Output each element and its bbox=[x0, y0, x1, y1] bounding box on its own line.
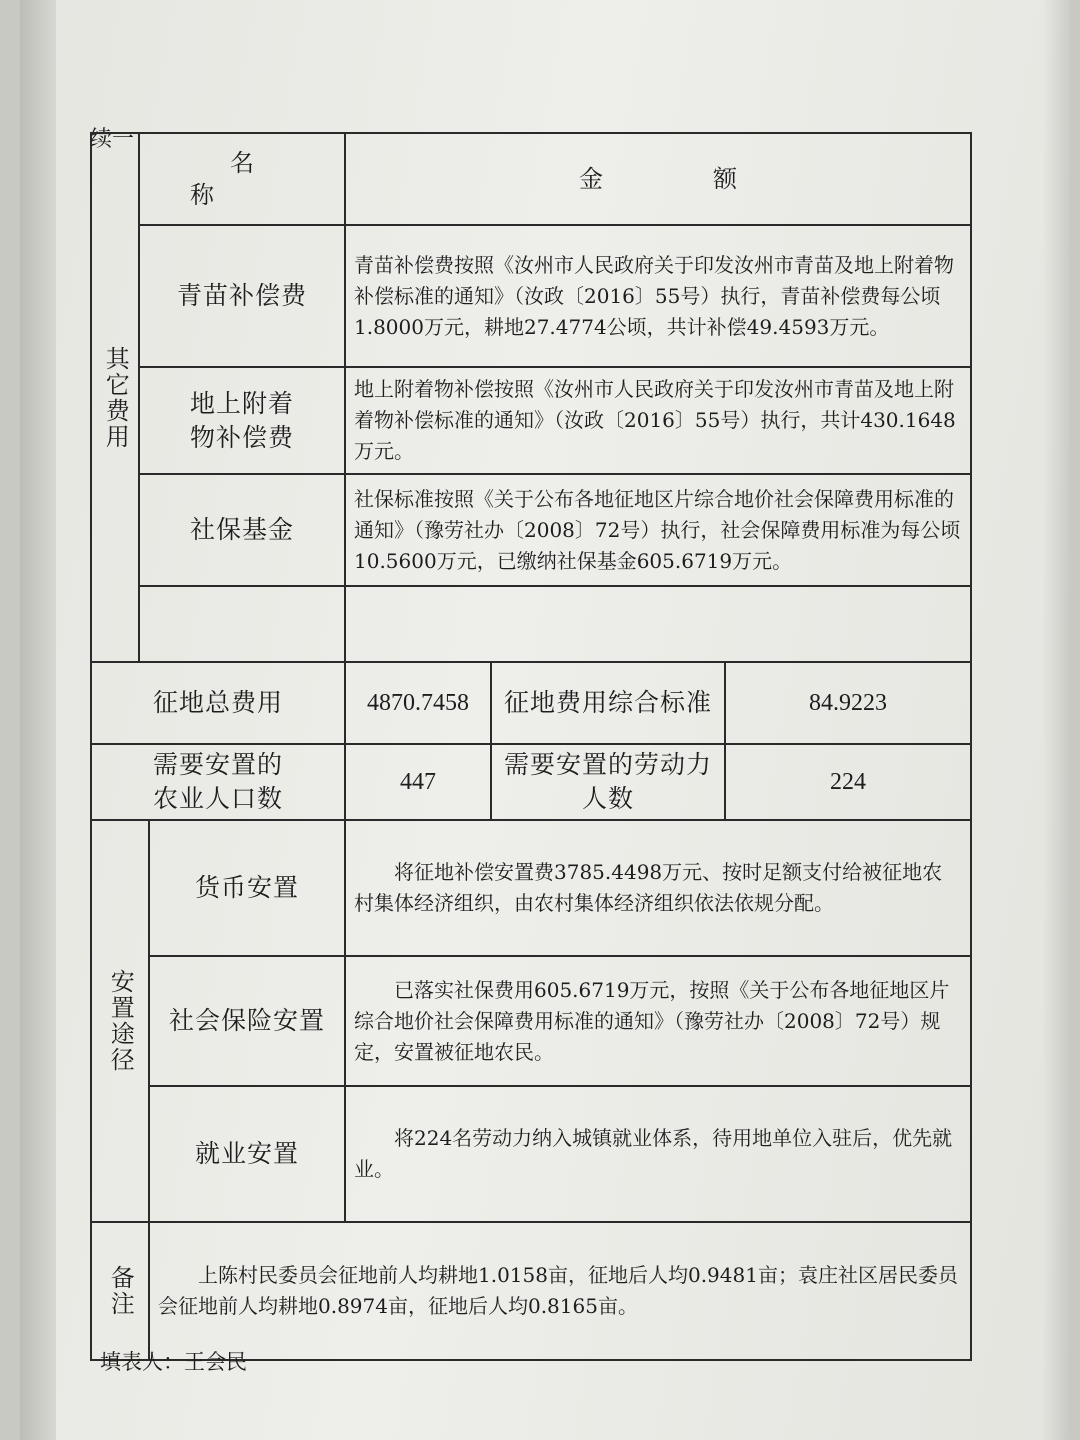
other-fees-group-label: 其它费用 bbox=[101, 345, 130, 450]
filler-label: 填表人：王会民 bbox=[100, 1350, 247, 1374]
fee-description: 地上附着物补偿按照《汝州市人民政府关于印发汝州市青苗及地上附着物补偿标准的通知》（汝政〔2016〕55号）执行，共计430.1648万元。 bbox=[345, 367, 971, 474]
population-label-cell bbox=[91, 744, 345, 820]
total-cost-label-cell bbox=[91, 662, 345, 744]
resettlement-group-label: 安置途径 bbox=[106, 969, 135, 1073]
resettlement-name-cell bbox=[149, 820, 345, 956]
header-amount-cell bbox=[345, 133, 971, 225]
fee-name: 地上附着物补偿费 bbox=[189, 388, 294, 452]
header-name-cell bbox=[139, 133, 345, 225]
resettlement-name: 货币安置 bbox=[194, 873, 299, 903]
fee-name: 社保基金 bbox=[189, 515, 294, 545]
empty-cell bbox=[345, 586, 971, 662]
standard-value: 84.9223 bbox=[725, 662, 971, 744]
continuation-label: 续一 bbox=[90, 127, 135, 152]
remarks-label: 备注 bbox=[106, 1265, 135, 1317]
fee-description: 社保标准按照《关于公布各地征地区片综合地价社会保障费用标准的通知》（豫劳社办〔2008〕72号）执行，社会保障费用标准为每公顷10.5600万元，已缴纳社保基金605.6719万元。 bbox=[345, 474, 971, 586]
population-label: 需要安置的农业人口数 bbox=[153, 750, 284, 813]
resettlement-name-cell bbox=[149, 956, 345, 1086]
standard-label-cell bbox=[491, 662, 725, 744]
page-shadow bbox=[1042, 0, 1070, 1440]
resettlement-name-cell bbox=[149, 1086, 345, 1222]
land-acquisition-table bbox=[90, 132, 972, 1361]
header-name: 名称 bbox=[190, 148, 334, 209]
resettlement-description: 已落实社保费用605.6719万元，按照《关于公布各地征地区片综合地价社会保障费用标准的通知》（豫劳社办〔2008〕72号）规定，安置被征地农民。 bbox=[345, 956, 971, 1086]
resettlement-name: 社会保险安置 bbox=[168, 1006, 325, 1036]
population-value: 447 bbox=[345, 744, 491, 820]
total-cost-label: 征地总费用 bbox=[152, 688, 283, 718]
fee-description: 青苗补偿费按照《汝州市人民政府关于印发汝州市青苗及地上附着物补偿标准的通知》（汝政〔2016〕55号）执行，青苗补偿费每公顷1.8000万元，耕地27.4774公顷，共计补偿49.4593万元。 bbox=[345, 225, 971, 367]
resettlement-description: 将征地补偿安置费3785.4498万元、按时足额支付给被征地农村集体经济组织，由农村集体经济组织依法依规分配。 bbox=[345, 820, 971, 956]
resettlement-name: 就业安置 bbox=[194, 1139, 299, 1169]
fee-name-cell bbox=[139, 367, 345, 474]
empty-cell bbox=[139, 586, 345, 662]
standard-label: 征地费用综合标准 bbox=[503, 688, 712, 718]
labor-label: 需要安置的劳动力人数 bbox=[503, 750, 712, 813]
page-binding-edge bbox=[20, 0, 56, 1440]
resettlement-group-cell bbox=[91, 820, 149, 1222]
labor-label-cell bbox=[491, 744, 725, 820]
header-amount: 金额 bbox=[579, 164, 848, 193]
fee-name: 青苗补偿费 bbox=[176, 281, 307, 311]
labor-value: 224 bbox=[725, 744, 971, 820]
resettlement-description: 将224名劳动力纳入城镇就业体系，待用地单位入驻后，优先就业。 bbox=[345, 1086, 971, 1222]
fee-name-cell bbox=[139, 474, 345, 586]
remarks-label-cell bbox=[91, 1222, 149, 1360]
remarks-text: 上陈村民委员会征地前人均耕地1.0158亩，征地后人均0.9481亩；袁庄社区居民委员会征地前人均耕地0.8974亩，征地后人均0.8165亩。 bbox=[149, 1222, 971, 1360]
total-cost-value: 4870.7458 bbox=[345, 662, 491, 744]
other-fees-group-cell bbox=[91, 133, 139, 662]
fee-name-cell bbox=[139, 225, 345, 367]
